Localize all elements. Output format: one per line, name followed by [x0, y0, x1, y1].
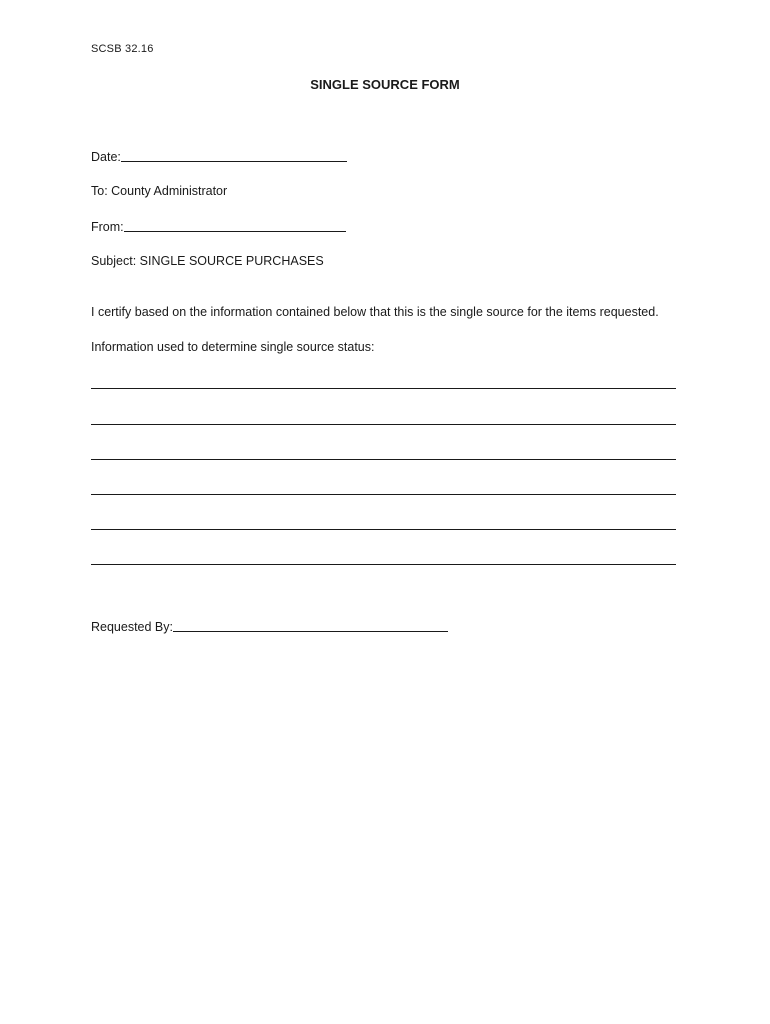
from-row: [91, 219, 346, 234]
date-label: Date:: [91, 150, 121, 164]
info-blank-line[interactable]: [91, 494, 676, 495]
to-row: [91, 184, 227, 198]
document-code: SCSB 32.16: [91, 43, 154, 55]
subject-text: Subject: SINGLE SOURCE PURCHASES: [91, 254, 324, 268]
certify-statement: I certify based on the information contained below that this is the single source for the items requested.: [91, 305, 659, 319]
form-title: SINGLE SOURCE FORM: [310, 77, 460, 92]
date-blank-field[interactable]: [121, 149, 347, 162]
from-blank-field[interactable]: [124, 219, 346, 232]
requested-by-row: [91, 619, 448, 634]
info-blank-line[interactable]: [91, 529, 676, 530]
info-heading: Information used to determine single source status:: [91, 340, 375, 354]
date-row: [91, 149, 347, 164]
certify-statement-row: [91, 305, 659, 319]
from-label: From:: [91, 220, 124, 234]
info-blank-line[interactable]: [91, 388, 676, 389]
info-heading-row: [91, 340, 374, 354]
info-blank-line[interactable]: [91, 564, 676, 565]
requested-by-blank-field[interactable]: [173, 619, 448, 632]
to-text: To: County Administrator: [91, 184, 228, 198]
info-blank-line[interactable]: [91, 459, 676, 460]
subject-row: [91, 254, 324, 268]
requested-by-label: Requested By:: [91, 620, 173, 634]
info-blank-line[interactable]: [91, 424, 676, 425]
